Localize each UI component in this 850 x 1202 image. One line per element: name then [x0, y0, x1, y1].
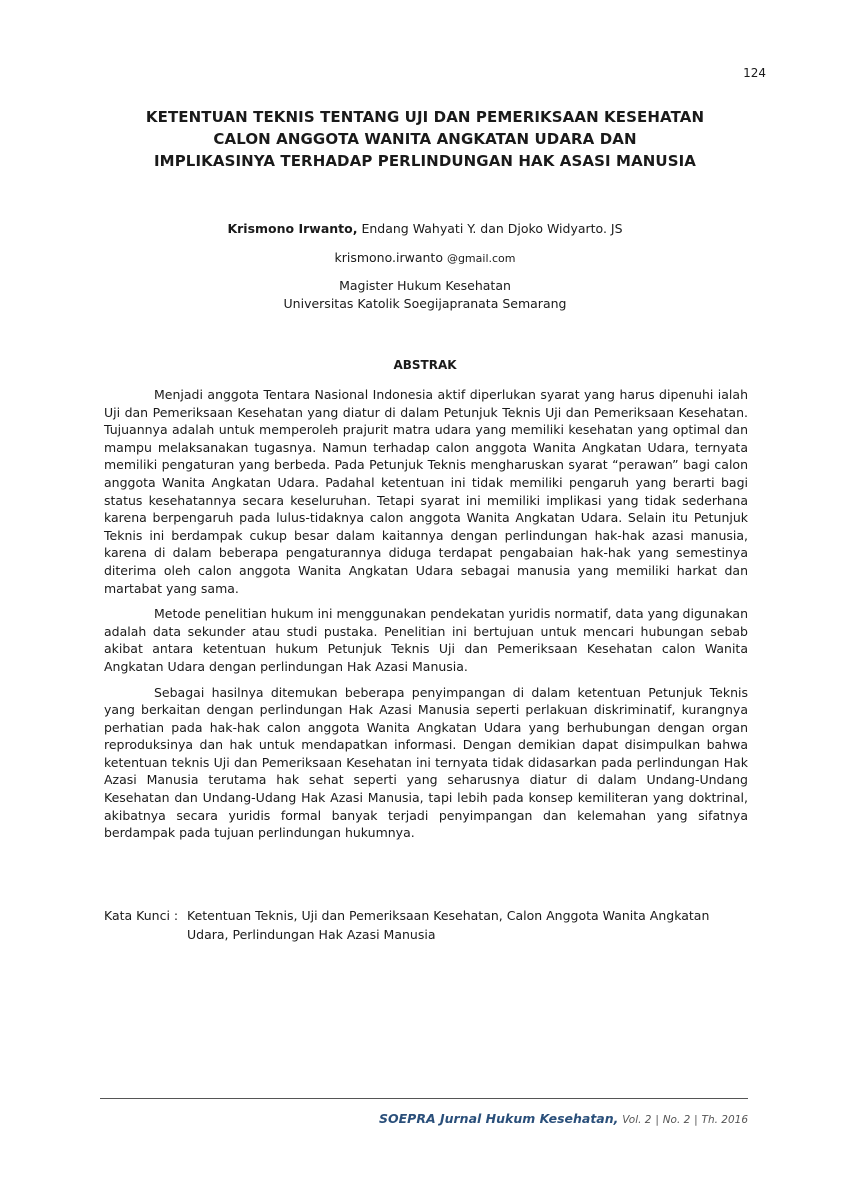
main-author: Krismono Irwanto,: [227, 221, 358, 236]
author-list: [100, 221, 750, 236]
email-domain: @gmail.com: [446, 252, 516, 265]
affiliation-university: Universitas Katolik Soegijapranata Semarang: [283, 296, 567, 311]
title-line: IMPLIKASINYA TERHADAP PERLINDUNGAN HAK ASASI MANUSIA: [154, 152, 696, 170]
footer-divider: [100, 1098, 748, 1099]
keywords: [104, 906, 748, 944]
abstract-paragraph: Menjadi anggota Tentara Nasional Indonesia aktif diperlukan syarat yang harus dipenuhi ialah Uji dan Pemeriksaan Kesehatan yang diatur di dalam Petunjuk Teknis Uji dan Pemeriksaan Kesehatan. Tujuannya adalah untuk memperoleh prajurit matra udara yang memiliki kesehatan yang optimal dan mampu melaksanakan tugasnya. Namun terhadap calon anggota Wanita Angkatan Udara, ternyata memiliki pengaturan yang berbeda. Pada Petunjuk Teknis mengharuskan syarat “perawan” bagi calon anggota Wanita Angkatan Udara. Padahal ketentuan ini tidak memiliki pengaruh yang berarti bagi status kesehatannya secara keseluruhan. Tetapi syarat ini memiliki implikasi yang tidak sederhana karena berpengaruh pada lulus-tidaknya calon anggota Wanita Angkatan Udara. Selain itu Petunjuk Teknis ini berdampak cukup besar dalam kaitannya dengan perlindungan hak-hak azasi manusia, karena di dalam beberapa pengaturannya diduga terdapat pengabaian hak-hak yang semestinya diterima oleh calon anggota Wanita Angkatan Udara sebagai manusia yang memiliki harkat dan martabat yang sama.: [104, 387, 748, 596]
journal-year: Th. 2016: [701, 1114, 748, 1126]
affiliation-program: Magister Hukum Kesehatan: [339, 278, 511, 293]
title-line: CALON ANGGOTA WANITA ANGKATAN UDARA DAN: [213, 130, 637, 148]
abstract-paragraph: Metode penelitian hukum ini menggunakan pendekatan yuridis normatif, data yang digunakan adalah data sekunder atau studi pustaka. Penelitian ini bertujuan untuk mencari hubungan sebab akibat antara ketentuan hukum Petunjuk Teknis Uji dan Pemeriksaan Kesehatan calon Wanita Angkatan Udara dengan perlindungan Hak Azasi Manusia.: [104, 606, 748, 674]
footer-separator: |: [655, 1114, 659, 1126]
journal-number: No. 2: [662, 1114, 691, 1126]
title-line: KETENTUAN TEKNIS TENTANG UJI DAN PEMERIKSAAN KESEHATAN: [145, 108, 705, 126]
abstract-paragraph: Sebagai hasilnya ditemukan beberapa penyimpangan di dalam ketentuan Petunjuk Teknis yang berkaitan dengan perlindungan Hak Azasi Manusia seperti perlakuan diskriminatif, kurangnya perhatian pada hak-hak calon anggota Wanita Angkatan Udara yang berhubungan dengan organ reproduksinya dan hak untuk mendapatkan informasi. Dengan demikian dapat disimpulkan bahwa ketentuan teknis Uji dan Pemeriksaan Kesehatan ini ternyata tidak didasarkan pada perlindungan Hak Azasi Manusia terutama hak sehat seperti yang seharusnya diatur di dalam Undang-Undang Kesehatan dan Undang-Udang Hak Azasi Manusia, tapi lebih pada konsep kemiliteran yang doktrinal, akibatnya secara yuridis formal banyak terjadi penyimpangan dan kelemahan yang sifatnya berdampak pada tujuan perlindungan hukumnya.: [104, 684, 748, 841]
journal-name: SOEPRA Jurnal Hukum Kesehatan,: [378, 1111, 619, 1126]
keywords-text: Ketentuan Teknis, Uji dan Pemeriksaan Kesehatan, Calon Anggota Wanita Angkatan Udara, Perlindungan Hak Azasi Manusia: [187, 908, 710, 942]
page-number: 124: [743, 66, 766, 80]
abstract-body: [104, 386, 748, 850]
paper-title: [100, 106, 750, 172]
footer-separator: |: [694, 1114, 698, 1126]
co-authors: Endang Wahyati Y. dan Djoko Widyarto. JS: [361, 221, 623, 236]
email-user: krismono.irwanto: [334, 250, 443, 265]
keywords-label: Kata Kunci :: [104, 908, 179, 923]
author-email: [100, 250, 750, 265]
affiliation: [100, 277, 750, 313]
journal-footer: [379, 1111, 748, 1126]
abstract-heading: ABSTRAK: [393, 358, 457, 372]
journal-volume: Vol. 2: [622, 1114, 652, 1126]
